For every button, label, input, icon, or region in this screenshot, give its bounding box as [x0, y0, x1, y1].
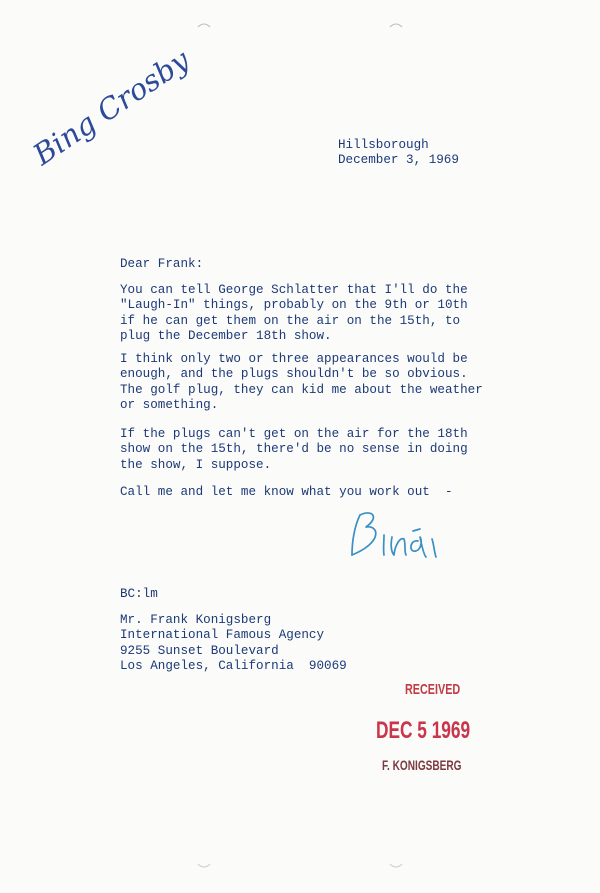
received-stamp-label: RECEIVED: [405, 681, 461, 698]
received-stamp-name: F. KONIGSBERG: [382, 757, 462, 773]
recipient-street: 9255 Sunset Boulevard: [120, 643, 279, 658]
recipient-address: [120, 613, 347, 675]
received-stamp-date: DEC 5 1969: [376, 717, 471, 744]
recipient-city: Los Angeles, California 90069: [120, 659, 347, 674]
handwritten-signature: [340, 505, 450, 575]
recipient-name: Mr. Frank Konigsberg: [120, 613, 272, 627]
paragraph-2: I think only two or three appearances would be enough, and the plugs shouldn't be so obvious. The golf plug, they can kid me about the weather or something.: [120, 352, 483, 413]
letterhead-script: [28, 40, 198, 180]
salutation: Dear Frank:: [120, 257, 204, 271]
letter-place: Hillsborough: [338, 138, 429, 152]
recipient-company: International Famous Agency: [120, 628, 325, 643]
closing-line: Call me and let me know what you work out -: [120, 485, 453, 499]
letterhead-name: Bing Crosby: [26, 42, 196, 172]
letter-date: December 3, 1969: [338, 153, 459, 168]
paragraph-1: You can tell George Schlatter that I'll do the "Laugh-In" things, probably on the 9th or 10th if he can get them on the air on the 15th, to plug the December 18th show.: [120, 283, 468, 344]
place-date-block: [338, 138, 459, 169]
paragraph-3: If the plugs can't get on the air for the 18th show on the 15th, there'd be no sense in doing the show, I suppose.: [120, 427, 468, 472]
typist-initials: BC:lm: [120, 587, 158, 601]
